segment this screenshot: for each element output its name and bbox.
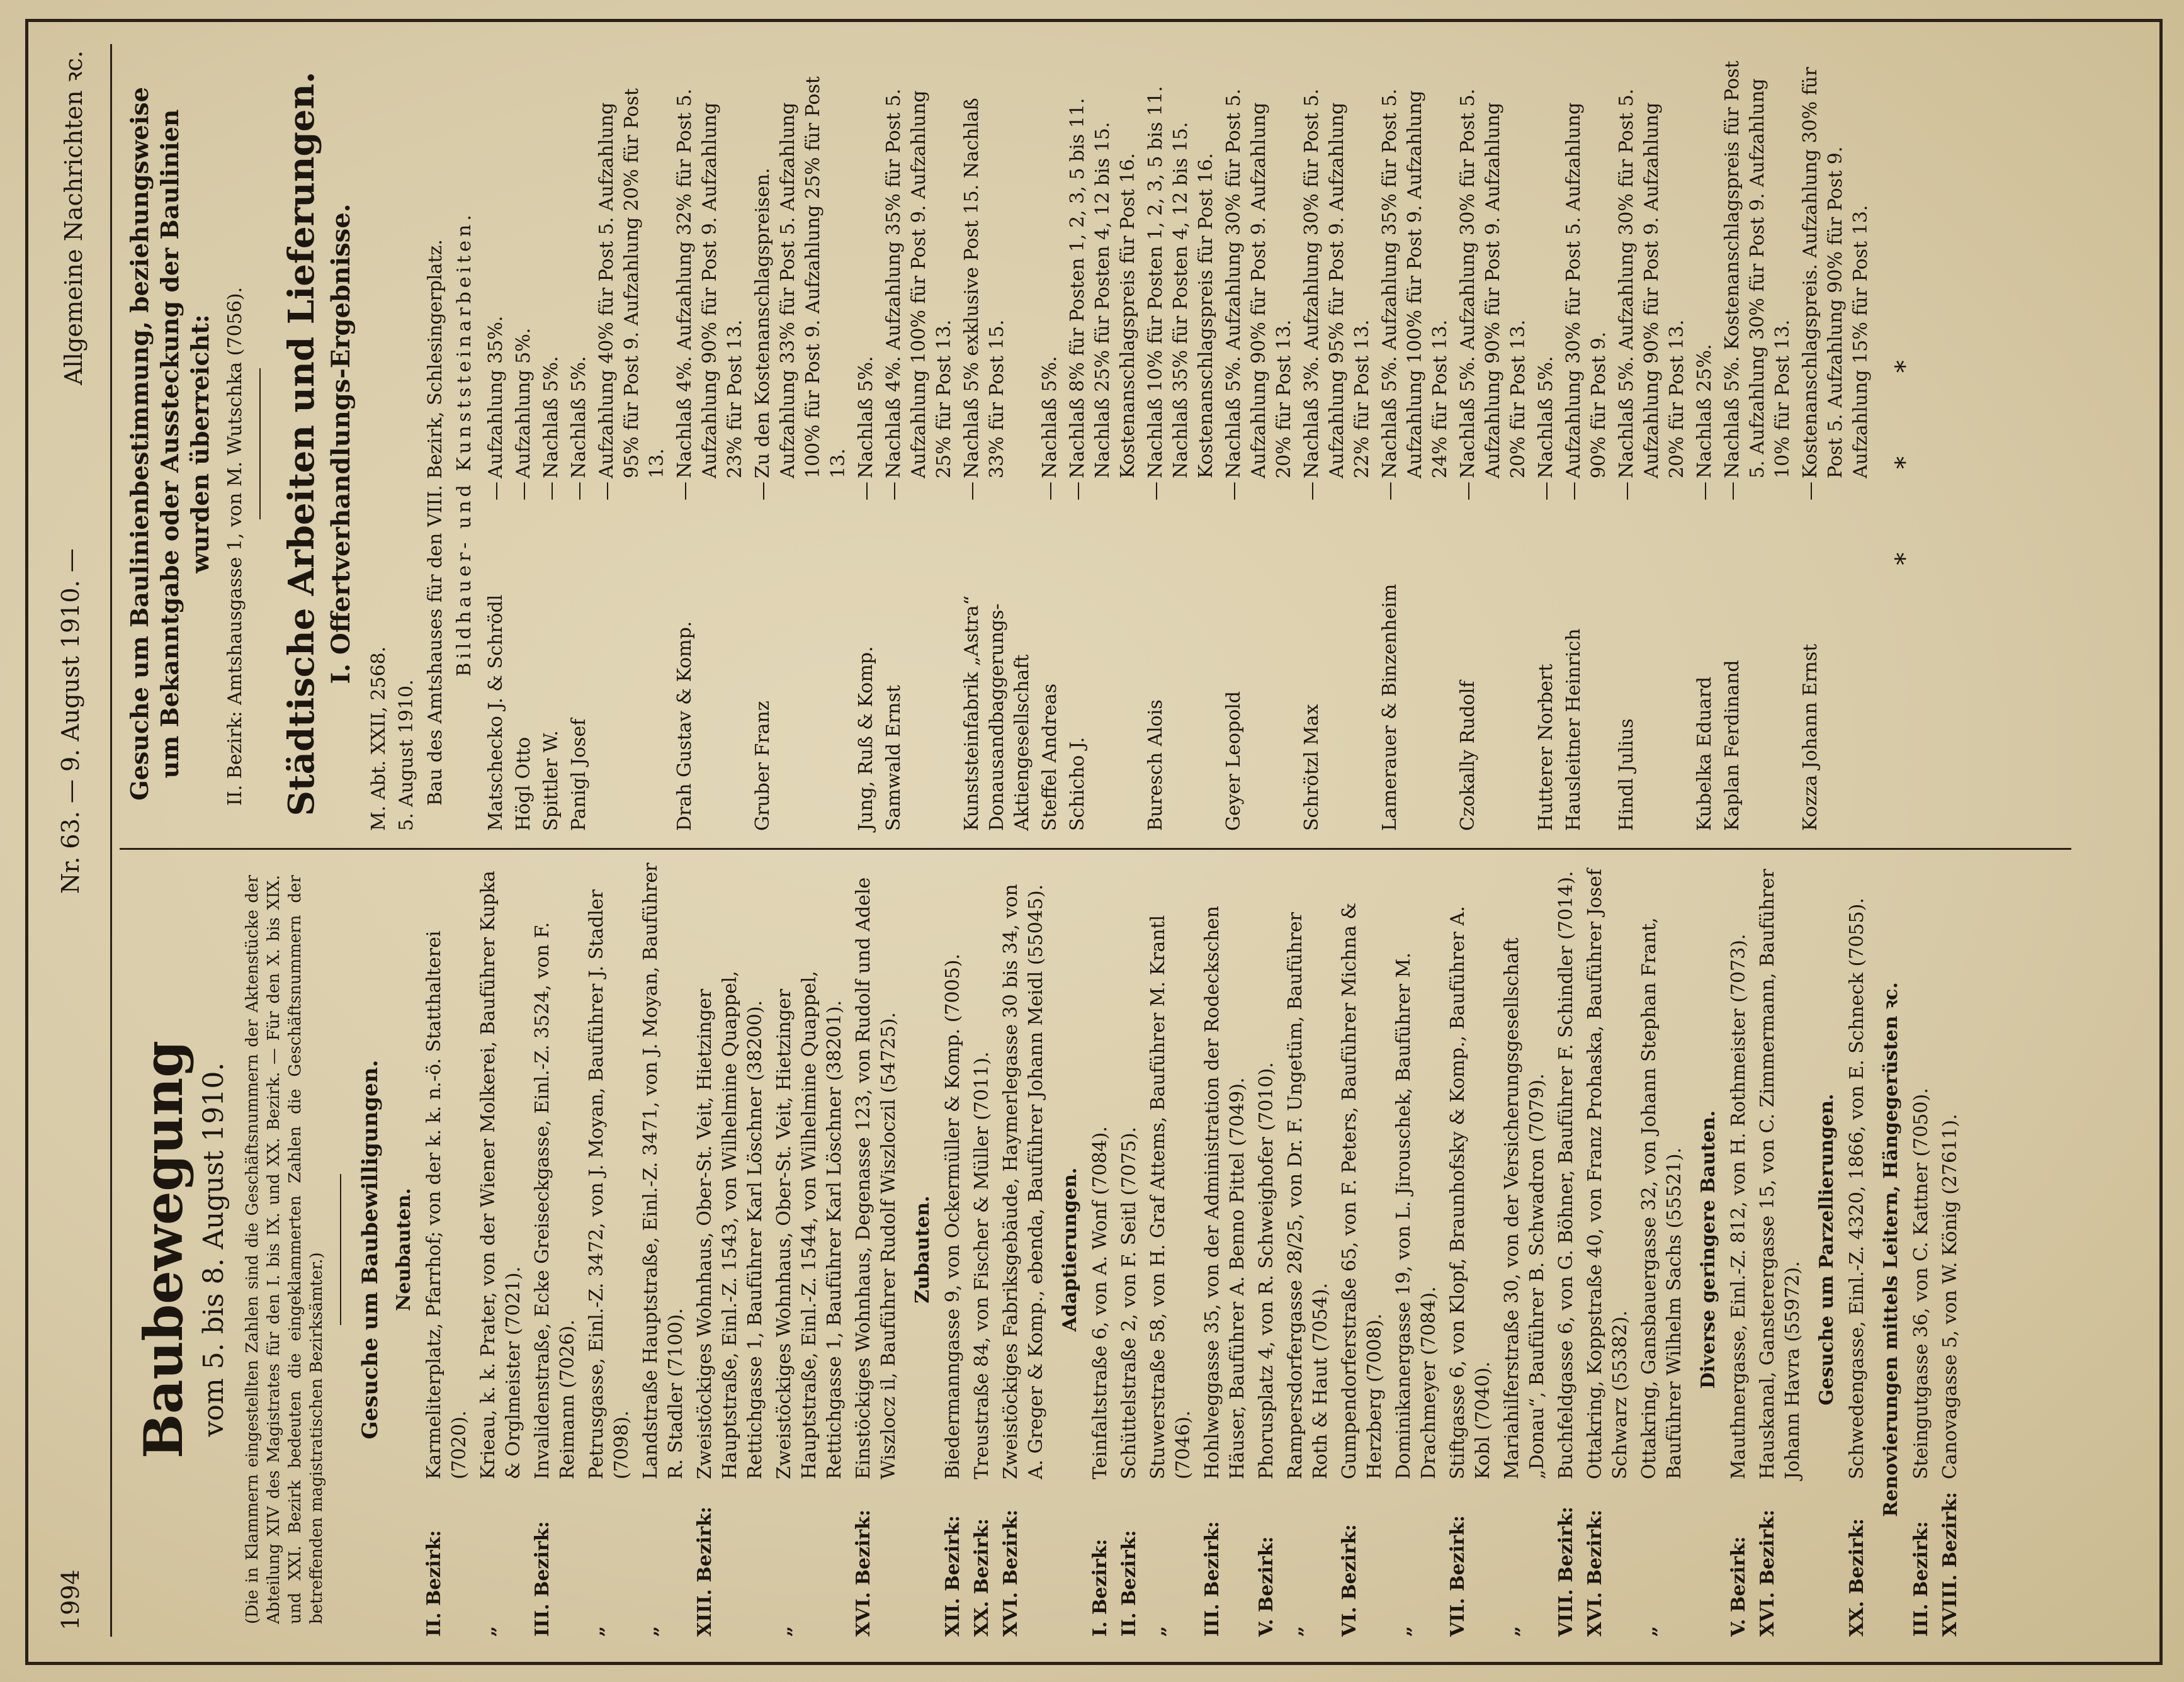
results-list bbox=[484, 57, 1874, 831]
entry-text: Invalidenstraße, Ecke Greiseckgasse, Einl.-Z. 3524, von F. Reimann (7026). bbox=[531, 922, 579, 1479]
result-row bbox=[854, 57, 879, 831]
list-item bbox=[941, 862, 966, 1637]
entry-text: Mauthnergasse, Einl.-Z. 812, von H. Rothmeister (7073). bbox=[1728, 934, 1750, 1479]
list-item bbox=[1391, 862, 1442, 1637]
district-label: XX. Bezirk: bbox=[1846, 1518, 1868, 1637]
district-label: V. Bezirk: bbox=[1255, 1536, 1277, 1637]
entry-text: Canovagasse 5, von W. König (27611). bbox=[1939, 1114, 1961, 1479]
list-item bbox=[851, 862, 902, 1637]
offer-terms: Nachlaß 5%. Kostenanschlagspreis für Post 5. Aufzahlung 30% für Post 9. Aufzahlung 10% für Post 13. bbox=[1721, 60, 1794, 478]
list-item bbox=[1254, 862, 1279, 1637]
firm-name bbox=[594, 504, 670, 831]
header-rule bbox=[110, 44, 112, 1637]
right-column bbox=[120, 57, 1918, 831]
list-item bbox=[1446, 862, 1496, 1637]
firm-name: Matschecko J. & Schrödl bbox=[485, 594, 507, 831]
firm-name: Kunststeinfabrik „Astra“ Donausandbaggerungs-Aktiengesellschaft bbox=[961, 595, 1033, 831]
rotated-page bbox=[44, 25, 2122, 1637]
dash-separator: — bbox=[961, 482, 983, 500]
firm-name: Kozza Johann Ernst bbox=[1799, 643, 1821, 831]
list-item bbox=[999, 862, 1049, 1637]
firm-name: Samwald Ernst bbox=[883, 685, 905, 831]
result-row bbox=[1720, 57, 1796, 831]
district-label: „ bbox=[773, 1625, 795, 1637]
firm-name: Panigl Josef bbox=[568, 718, 590, 831]
district-label: „ bbox=[1638, 1625, 1660, 1637]
adaptierungen-list bbox=[1088, 862, 1687, 1637]
firm-name: Högl Otto bbox=[512, 737, 535, 831]
firm-name: Czokally Rudolf bbox=[1457, 680, 1479, 831]
result-row bbox=[539, 57, 564, 831]
offer-terms: Nachlaß 5%. bbox=[540, 356, 562, 478]
intro-note: (Die in Klammern eingestellten Zahlen sind die Geschäftsnummern der Aktenstücke der Abteilung XIV des Magistrates für den I. bis IX. und XX. Bezirk. — Für den X. bis XIX. und XXI. Bezirk bedeuten die eingeklammerten Zahlen die Geschäftsnummern der betreffenden magistratischen Bezirksämter.) bbox=[243, 875, 326, 1624]
offer-terms: Nachlaß 5%. Aufzahlung 30% für Post 5. Aufzahlung 90% für Post 9. Aufzahlung 20% für Post 13. bbox=[1223, 88, 1295, 478]
dash-separator: — bbox=[1535, 482, 1557, 500]
offer-terms: Nachlaß 5%. Aufzahlung 30% für Post 5. Aufzahlung 90% für Post 9. Aufzahlung 20% für Post 13. bbox=[1457, 88, 1529, 478]
result-row bbox=[959, 57, 1035, 831]
district-label: I. Bezirk: bbox=[1089, 1538, 1111, 1637]
dash-separator: — bbox=[512, 482, 535, 500]
dash-separator: — bbox=[1694, 482, 1716, 500]
offer-terms: Kostenanschlagspreis. Aufzahlung 30% für Post 5. Aufzahlung 90% für Post 9. Aufzahlung 15% für Post 13. bbox=[1799, 67, 1872, 478]
entry-text: Rampersdorfergasse 28/25, von Dr. F. Ungetüm, Bauführer Roth & Haut (7054). bbox=[1284, 912, 1332, 1479]
district-label: XVI. Bezirk: bbox=[1000, 1509, 1022, 1637]
dash-separator: — bbox=[1067, 482, 1089, 500]
list-item bbox=[1583, 862, 1633, 1637]
firm-name: Hausleitner Heinrich bbox=[1563, 628, 1585, 831]
list-item bbox=[970, 862, 995, 1637]
dash-separator: — bbox=[1301, 482, 1323, 500]
result-row bbox=[1534, 57, 1559, 831]
dash-separator: — bbox=[855, 482, 877, 500]
offer-terms: Aufzahlung 30% für Post 5. Aufzahlung 90% für Post 9. bbox=[1563, 102, 1610, 478]
list-item bbox=[584, 862, 635, 1637]
dash-separator: — bbox=[1799, 482, 1821, 500]
section-name: Allgemeine Nachrichten ꝛc. bbox=[60, 50, 88, 385]
article-subtitle: vom 5. bis 8. August 1910. bbox=[198, 1062, 230, 1437]
subsection-heading: Gesuche um Parzellierungen. bbox=[1816, 1093, 1838, 1406]
entry-text: Teinfaltstraße 6, von A. Wonf (7084). bbox=[1089, 1126, 1111, 1479]
list-item bbox=[1554, 862, 1579, 1637]
result-row bbox=[1614, 57, 1690, 831]
offer-terms: Nachlaß 8% für Posten 1, 2, 3, 5 bis 11. Nachlaß 25% für Posten 4, 12 bis 15. Kostenanschlagspreis für Post 16. bbox=[1067, 98, 1139, 478]
list-item bbox=[422, 862, 472, 1637]
entry-text: Ottakring, Gansbauergasse 32, von Johann Stephan Frant, Bauführer Wilhelm Sachs (55521). bbox=[1638, 917, 1685, 1479]
list-item bbox=[638, 862, 689, 1637]
entry-text: Landstraße Hauptstraße, Einl.-Z. 3471, von J. Moyan, Bauführer R. Stadler (7100). bbox=[640, 862, 687, 1479]
list-item bbox=[1500, 862, 1550, 1637]
result-row bbox=[1299, 57, 1375, 831]
firm-name: Hutterer Norbert bbox=[1535, 663, 1557, 831]
offer-terms: Aufzahlung 35%. bbox=[485, 315, 507, 478]
result-row bbox=[1221, 57, 1297, 831]
district-label: XVI. Bezirk: bbox=[1584, 1509, 1606, 1637]
zubauten-list bbox=[941, 862, 1049, 1637]
result-row bbox=[1798, 57, 1874, 831]
result-row bbox=[484, 57, 509, 831]
column-rule bbox=[120, 848, 2071, 850]
diverse-list bbox=[1726, 862, 1806, 1637]
list-item bbox=[693, 862, 768, 1637]
entry-text: Stiftgasse 6, von Klopf, Braunhofsky & Komp., Bauführer A. Kobl (7040). bbox=[1447, 906, 1494, 1479]
project-title: Bau des Amtshauses für den VIII. Bezirk, Schlesingerplatz. bbox=[424, 239, 446, 806]
offer-terms: Nachlaß 5% exklusive Post 15. Nachlaß 33% für Post 15. bbox=[961, 98, 1008, 478]
offer-terms: Nachlaß 4%. Aufzahlung 35% für Post 5. Aufzahlung 100% für Post 9. Aufzahlung 25% für Post 13. bbox=[883, 88, 955, 478]
list-item bbox=[530, 862, 580, 1637]
firm-name: Jung, Ruß & Komp. bbox=[855, 646, 877, 831]
entry-text: Steingutgasse 36, von C. Kattner (7050). bbox=[1910, 1088, 1932, 1479]
subsection-heading: Neubauten. bbox=[393, 1188, 415, 1311]
district-label: III. Bezirk: bbox=[531, 1521, 553, 1637]
section-heading: Gesuche um Baubewilligungen. bbox=[358, 1059, 383, 1440]
district-label: XIII. Bezirk: bbox=[694, 1506, 716, 1637]
dash-separator: — bbox=[596, 482, 618, 500]
dash-separator: — bbox=[1223, 482, 1245, 500]
entry-text: Schüttelstraße 2, von F. Seitl (7075). bbox=[1118, 1126, 1140, 1479]
offer-terms: Nachlaß 10% für Posten 1, 2, 3, 5 bis 11. Nachlaß 35% für Posten 4, 12 bis 15. Kostenanschlagspreis für Post 16. bbox=[1145, 86, 1217, 478]
subsection-heading: Renovierungen mittels Leitern, Hängegerüsten ꝛc. bbox=[1880, 982, 1902, 1517]
firm-name: Gruber Franz bbox=[752, 701, 774, 831]
article-title: Baubewegung bbox=[132, 1040, 195, 1459]
list-item bbox=[1909, 862, 1934, 1637]
firm-name: Hindl Julius bbox=[1615, 718, 1638, 831]
list-item bbox=[1200, 862, 1250, 1637]
firm-name: Steffel Andreas bbox=[1039, 683, 1061, 831]
entry-text: Buchfeldgasse 6, von G. Böhner, Bauführer F. Schindler (7014). bbox=[1555, 871, 1577, 1479]
list-item bbox=[1637, 862, 1687, 1637]
firm-name: Lamerauer & Binzenheim bbox=[1379, 584, 1401, 831]
offert-heading: I. Offertverhandlungs-Ergebnisse. bbox=[326, 203, 356, 684]
neubauten-list bbox=[422, 862, 902, 1637]
dash-separator: — bbox=[568, 482, 590, 500]
firm-name: Drah Gustav & Komp. bbox=[674, 621, 696, 831]
list-item bbox=[1938, 862, 1963, 1637]
district-label: VIII. Bezirk: bbox=[1555, 1506, 1577, 1637]
offer-terms: Nachlaß 5%. Aufzahlung 30% für Post 5. Aufzahlung 90% für Post 9. Aufzahlung 20% für Post 13. bbox=[1615, 88, 1688, 478]
firm-name: Buresch Alois bbox=[1145, 699, 1167, 831]
dash-separator: — bbox=[540, 482, 562, 500]
offer-terms: Zu den Kostenanschlagspreisen. Aufzahlung 33% für Post 5. Aufzahlung 100% für Post 9. Aufzahlung 25% für Post 13. bbox=[752, 76, 849, 478]
result-row bbox=[567, 57, 592, 831]
parzellierung-list bbox=[1845, 862, 1870, 1637]
dash-separator: — bbox=[1457, 482, 1479, 500]
result-row bbox=[672, 57, 748, 831]
entry-text: Schwedengasse, Einl.-Z. 4320, 1866, von E. Schneck (7055). bbox=[1846, 898, 1868, 1479]
entry-text: Karmeliterplatz, Pfarrhof; von der k. k. n.-ö. Statthalterei (7020). bbox=[423, 930, 470, 1479]
firm-name: Spittler W. bbox=[540, 730, 562, 831]
reference-number: M. Abt. XXII, 2568. bbox=[368, 646, 390, 831]
offer-terms: Aufzahlung 40% für Post 5. Aufzahlung 95% für Post 9. Aufzahlung 20% für Post 13. bbox=[596, 88, 668, 478]
firm-name: Schicho J. bbox=[1067, 737, 1089, 831]
subsection-heading: Adaptierungen. bbox=[1059, 1167, 1081, 1332]
entry-text: Mariahilferstraße 30, von der Versicherungsgesellschaft „Donau“, Bauführer B. Schwadron (7079). bbox=[1501, 937, 1548, 1479]
entry-text: Stuwerstraße 58, von H. Graf Attems, Bauführer M. Krantl (7046). bbox=[1147, 915, 1194, 1479]
entry-text: Hauskanal, Gansterergasse 15, von C. Zimmermann, Bauführer Johann Havra (55972). bbox=[1757, 869, 1804, 1479]
result-row bbox=[1065, 57, 1141, 831]
district-label: II. Bezirk: bbox=[423, 1530, 445, 1637]
divider bbox=[259, 368, 261, 519]
list-item bbox=[1117, 862, 1142, 1637]
entry-text: Hohlweggasse 35, von der Administration der Rodeckschen Häuser, Bauführer A. Benno Pittel (7049). bbox=[1201, 906, 1248, 1479]
result-row bbox=[594, 57, 670, 831]
result-row bbox=[1378, 57, 1453, 831]
left-column bbox=[120, 862, 1967, 1637]
renovierung-list bbox=[1909, 862, 1963, 1637]
list-item bbox=[1726, 862, 1751, 1637]
dash-separator: — bbox=[883, 482, 905, 500]
district-label: XX. Bezirk: bbox=[971, 1518, 993, 1637]
district-label: „ bbox=[477, 1625, 499, 1637]
district-label: XVI. Bezirk: bbox=[852, 1509, 874, 1637]
entry-text: Einstöckiges Wohnhaus, Degenasse 123, von Rudolf und Adele Wiszlocz il, Bauführer Rudolf Wiszloczil (54725). bbox=[852, 877, 900, 1479]
list-item bbox=[772, 862, 847, 1637]
district-label: VII. Bezirk: bbox=[1447, 1515, 1469, 1637]
entry-text: Zweistöckiges Wohnhaus, Ober-St. Veit, Hietzinger Hauptstraße, Einl.-Z. 1543, von Wilhelmine Quappel, Rettichgasse 1, Bauführer Karl Löschner (38200). bbox=[694, 971, 766, 1479]
subsection-heading: Diverse geringere Bauten. bbox=[1697, 1110, 1719, 1389]
offer-terms: Nachlaß 5%. bbox=[1535, 356, 1557, 478]
subsection-heading: Zubauten. bbox=[912, 1195, 934, 1304]
entry-text: Phorusplatz 4, von R. Schweighofer (7010). bbox=[1255, 1062, 1277, 1479]
district-label: XII. Bezirk: bbox=[942, 1515, 964, 1637]
baulinien-heading: Gesuche um Baulinienbestimmung, beziehungsweise um Bekanntgabe oder Aussteckung der Baulinien wurden überreicht: bbox=[125, 87, 214, 801]
district-label: XVI. Bezirk: bbox=[1757, 1509, 1779, 1637]
result-row bbox=[1038, 57, 1063, 831]
firm-name: Geyer Leopold bbox=[1223, 691, 1245, 831]
result-row bbox=[511, 57, 536, 831]
dash-separator: — bbox=[1615, 482, 1638, 500]
district-label: V. Bezirk: bbox=[1728, 1536, 1750, 1637]
entry-text: Dominikanergasse 19, von L. Jirouschek, Bauführer M. Drachmeyer (7084). bbox=[1393, 952, 1440, 1479]
dash-separator: — bbox=[1145, 482, 1167, 500]
dash-separator: — bbox=[1039, 482, 1061, 500]
baulinien-entry: II. Bezirk: Amtshausgasse 1, von M. Wutschka (7056). bbox=[224, 286, 246, 806]
list-item bbox=[476, 862, 526, 1637]
offer-date: 5. August 1910. bbox=[395, 679, 417, 831]
offer-terms: Nachlaß 5%. bbox=[855, 356, 877, 478]
dash-separator: — bbox=[674, 482, 696, 500]
list-item bbox=[1337, 862, 1388, 1637]
offer-terms: Nachlaß 3%. Aufzahlung 30% für Post 5. Aufzahlung 95% für Post 9. Aufzahlung 22% für Post 13. bbox=[1301, 88, 1373, 478]
district-label: „ bbox=[1501, 1625, 1523, 1637]
entry-text: Krieau, k. k. Prater, von der Wiener Molkerei, Bauführer Kupka & Orglmeister (7021). bbox=[477, 871, 524, 1479]
offer-terms: Nachlaß 4%. Aufzahlung 32% für Post 5. Aufzahlung 90% für Post 9. Aufzahlung 23% für Post 13. bbox=[674, 88, 746, 478]
offer-terms: Nachlaß 5%. bbox=[1039, 356, 1061, 478]
result-row bbox=[1561, 57, 1612, 831]
list-item bbox=[1845, 862, 1870, 1637]
issue-line: Nr. 63. — 9. August 1910. — bbox=[57, 548, 84, 894]
district-label: „ bbox=[1147, 1625, 1169, 1637]
entry-text: Gumpendorferstraße 65, von F. Peters, Bauführer Michna & Herzberg (7008). bbox=[1338, 902, 1386, 1479]
result-row bbox=[750, 57, 851, 831]
entry-text: Zweistöckiges Fabriksgebäude, Haymerlegasse 30 bis 34, von A. Greger & Komp., ebenda, Bauführer Johann Meidl (55045). bbox=[1000, 884, 1047, 1479]
district-label: III. Bezirk: bbox=[1201, 1521, 1223, 1637]
result-row bbox=[1692, 57, 1717, 831]
list-item bbox=[1146, 862, 1196, 1637]
dash-separator: — bbox=[1721, 482, 1743, 500]
list-item bbox=[1755, 862, 1806, 1637]
offer-terms: Nachlaß 5%. Aufzahlung 35% für Post 5. Aufzahlung 100% für Post 9. Aufzahlung 24% für Post 13. bbox=[1379, 88, 1451, 478]
firm-name: Kubelka Eduard bbox=[1694, 676, 1716, 831]
section-stars: * * * bbox=[1891, 322, 1920, 565]
entry-text: Biedermanngasse 9, von Ockermüller & Komp. (7005). bbox=[942, 953, 964, 1479]
divider bbox=[340, 1174, 341, 1325]
dash-separator: — bbox=[1563, 482, 1585, 500]
lieferungen-heading: Städtische Arbeiten und Lieferungen. bbox=[281, 71, 322, 816]
entry-text: Ottakring, Koppstraße 40, von Franz Prohaska, Bauführer Josef Schwarz (55382). bbox=[1584, 869, 1631, 1479]
result-row bbox=[1456, 57, 1531, 831]
offer-terms: Nachlaß 25%. bbox=[1694, 344, 1716, 478]
district-label: „ bbox=[1393, 1625, 1415, 1637]
district-label: „ bbox=[1284, 1625, 1306, 1637]
page-number: 1994 bbox=[57, 1569, 84, 1630]
district-label: III. Bezirk: bbox=[1910, 1521, 1932, 1637]
result-row bbox=[1143, 57, 1219, 831]
district-label: „ bbox=[640, 1625, 662, 1637]
district-label: II. Bezirk: bbox=[1118, 1530, 1140, 1637]
offer-terms: Aufzahlung 5%. bbox=[512, 327, 535, 478]
offer-terms: Nachlaß 5%. bbox=[568, 356, 590, 478]
page-header bbox=[44, 44, 101, 1637]
list-item bbox=[1088, 862, 1113, 1637]
entry-text: Petrusgasse, Einl.-Z. 3472, von J. Moyan, Bauführer J. Stadler (7098). bbox=[586, 889, 633, 1479]
dash-separator: — bbox=[752, 482, 774, 500]
dash-separator: — bbox=[1379, 482, 1401, 500]
work-category: Bildhauer- und Kunststeinarbeiten. bbox=[453, 211, 475, 677]
firm-name: Schrötzl Max bbox=[1301, 704, 1323, 831]
district-label: „ bbox=[586, 1625, 608, 1637]
district-label: XVIII. Bezirk: bbox=[1939, 1491, 1961, 1637]
dash-separator: — bbox=[485, 482, 507, 500]
entry-text: Zweistöckiges Wohnhaus, Ober-St. Veit, Hietzinger Hauptstraße, Einl.-Z. 1544, von Wilhelmine Quappel, Rettichgasse 1, Bauführer Karl Löschner (38201). bbox=[773, 971, 846, 1479]
result-row bbox=[881, 57, 957, 831]
firm-name: Kaplan Ferdinand bbox=[1721, 660, 1743, 831]
list-item bbox=[1283, 862, 1333, 1637]
district-label: VI. Bezirk: bbox=[1338, 1524, 1361, 1637]
entry-text: Treustraße 84, von Fischer & Müller (7011). bbox=[971, 1051, 993, 1479]
